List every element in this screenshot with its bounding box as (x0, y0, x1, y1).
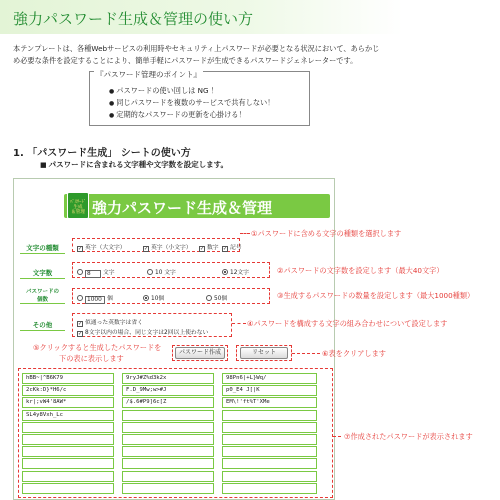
check-icon: ✓ (223, 246, 228, 252)
row-label-chartype: 文字の種類 (26, 244, 59, 252)
password-cell[interactable] (122, 410, 214, 421)
sheet-logo (67, 192, 89, 219)
check-icon: ✓ (78, 321, 83, 327)
callout-5: ⑤クリックすると生成したパスワードを (33, 343, 162, 352)
row-label-other: その他 (32, 321, 53, 329)
password-cell[interactable] (22, 471, 114, 482)
row-underline (20, 303, 65, 304)
password-cell[interactable]: SL4y8Vxh_Lc (22, 410, 114, 421)
radio-selected-icon (143, 295, 149, 301)
password-cell[interactable] (222, 471, 317, 482)
callout-5-cont: 下の表に表示します (59, 354, 124, 363)
password-cell[interactable] (122, 434, 214, 445)
radio-icon (77, 295, 83, 301)
point-item: ● 同じパスワードを複数のサービスで共有しない！ (109, 98, 274, 108)
logo-text: ＆管理 (71, 210, 85, 215)
point-item: ● パスワードの使い回しは NG ！ (109, 86, 218, 96)
point-item: ● 定期的なパスワードの更新を心掛ける！ (109, 110, 246, 120)
password-cell[interactable] (122, 422, 214, 433)
radio-selected-icon (222, 269, 228, 275)
row-underline (20, 253, 65, 254)
password-cell[interactable]: 2cKk:D}*H6/c (22, 385, 114, 396)
row-label-length: 文字数 (32, 269, 53, 277)
password-cell[interactable]: hBB~|^B6K79 (22, 373, 114, 384)
check-icon: ✓ (144, 246, 149, 252)
count-10-radio[interactable]: 10個 (143, 293, 164, 302)
count-input[interactable]: 1000 (85, 296, 105, 304)
callout-1: ①パスワードに含める文字の種類を選択します (251, 229, 402, 238)
row-label-count: パスワードの 個数 (25, 289, 59, 303)
password-cell[interactable]: 98Pn6|+L}Wq/ (222, 373, 317, 384)
password-cell[interactable]: EM\!'ft%T'XMe (222, 397, 317, 408)
check-icon: ✓ (78, 246, 83, 252)
length-12-radio[interactable]: 12文字 (222, 267, 249, 276)
password-cell[interactable]: kr|;vW4'8AW* (22, 397, 114, 408)
password-cell[interactable]: /$.6#P9]6c[Z (122, 397, 214, 408)
callout-3: ③生成するパスワードの数量を設定します（最大1000種類） (277, 291, 475, 300)
radio-icon (77, 269, 83, 275)
password-cell[interactable] (222, 446, 317, 457)
length-custom-radio[interactable]: 8 文字 (77, 267, 115, 278)
section-heading: 1. 「パスワード生成」 シートの使い方 (13, 148, 191, 159)
callout-2: ②パスワードの文字数を設定します（最大40文字） (277, 266, 444, 275)
count-custom-radio[interactable]: 1000 個 (77, 293, 113, 304)
logo-text: 生成 (73, 205, 83, 210)
chartype-lowercase-checkbox[interactable]: ✓ 英字（小文字） (144, 245, 192, 252)
password-cell[interactable] (22, 422, 114, 433)
password-cell[interactable] (122, 458, 214, 469)
other-no-repeat-checkbox[interactable]: ✓ 8文字以内の場合、同じ文字は2回以上使わない (78, 330, 209, 337)
password-cell[interactable]: p0_E4 J[|K (222, 385, 317, 396)
points-title: 『パスワード管理のポイント』 (96, 70, 201, 79)
logo-text: ﾊﾟｽﾜｰﾄﾞ (70, 200, 86, 205)
password-cell[interactable] (222, 422, 317, 433)
intro-line-2: め必要な条件を設定することにより、簡単手軽にパスワードが生成できるパスワードジェネレーターです。 (13, 56, 358, 65)
chartype-digits-checkbox[interactable]: ✓ 数字 (200, 245, 219, 252)
generate-button[interactable]: パスワード作成 (175, 347, 225, 359)
check-icon: ✓ (78, 331, 83, 337)
row-underline (20, 278, 65, 279)
row-underline (20, 330, 65, 331)
password-cell[interactable] (22, 458, 114, 469)
callout-6: ⑥表をクリアします (322, 349, 386, 358)
password-cell[interactable] (122, 446, 214, 457)
password-cell[interactable] (122, 483, 214, 494)
length-10-radio[interactable]: 10 文字 (147, 267, 176, 276)
reset-button[interactable]: リセット (240, 347, 288, 359)
password-cell[interactable] (222, 434, 317, 445)
callout-leader (240, 233, 250, 234)
radio-icon (206, 295, 212, 301)
password-cell[interactable] (122, 471, 214, 482)
check-icon: ✓ (200, 246, 205, 252)
callout-7: ⑦作成されたパスワードが表示されます (344, 432, 473, 441)
other-similar-chars-checkbox[interactable]: ✓ 似通った英数字は省く (78, 320, 143, 327)
password-cell[interactable]: 9ryJ#Z%d3k2x (122, 373, 214, 384)
callout-4: ④パスワードを構成する文字の組み合わせについて設定します (247, 319, 448, 328)
password-cell[interactable] (22, 434, 114, 445)
password-cell[interactable] (222, 458, 317, 469)
chartype-symbols-checkbox[interactable]: ✓ 記号 (223, 245, 242, 252)
callout-leader (333, 436, 341, 437)
radio-icon (147, 269, 153, 275)
intro-line-1: 本テンプレートは、各種Webサービスの利用時やセキュリティ上パスワードが必要となる状況において、あらかじ (13, 44, 380, 53)
password-cell[interactable] (222, 483, 317, 494)
length-input[interactable]: 8 (85, 270, 101, 278)
count-50-radio[interactable]: 50個 (206, 293, 227, 302)
section-subheading: ■ パスワードに含まれる文字種や文字数を設定します。 (40, 159, 228, 170)
chartype-uppercase-checkbox[interactable]: ✓ 英字（大文字） (78, 245, 126, 252)
sheet-title: 強力パスワード生成＆管理 (92, 199, 273, 217)
callout-leader (292, 353, 320, 354)
password-cell[interactable] (22, 446, 114, 457)
callout-leader (232, 323, 246, 324)
password-cell[interactable] (222, 410, 317, 421)
page-title: 強力パスワード生成＆管理の使い方 (13, 10, 254, 28)
password-cell[interactable] (22, 483, 114, 494)
password-cell[interactable]: F.D_9Mw;w>#J (122, 385, 214, 396)
